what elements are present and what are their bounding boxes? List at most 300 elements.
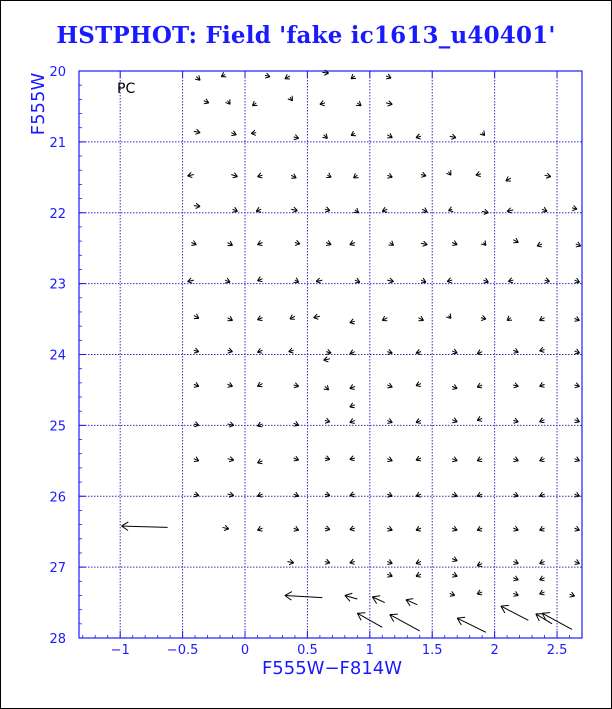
vector-head bbox=[477, 387, 482, 388]
vector-head bbox=[194, 352, 199, 353]
bias-vector bbox=[387, 457, 392, 462]
vector-head bbox=[508, 281, 513, 282]
x-tick-label: 2 bbox=[490, 643, 499, 658]
bias-vector bbox=[406, 599, 417, 606]
bias-vector bbox=[545, 278, 550, 283]
vector-head bbox=[325, 422, 330, 423]
vector-head bbox=[570, 596, 575, 597]
vector-head bbox=[325, 211, 330, 212]
vector-head bbox=[452, 353, 457, 354]
bias-vector bbox=[294, 383, 299, 388]
bias-vector bbox=[257, 459, 262, 464]
bias-vector bbox=[416, 456, 421, 461]
bias-vector bbox=[194, 314, 199, 319]
vector-head bbox=[546, 177, 551, 179]
bias-vector bbox=[291, 207, 297, 212]
bias-vector bbox=[257, 277, 262, 282]
vector-head bbox=[452, 461, 457, 462]
bias-vector bbox=[545, 173, 551, 178]
bias-vector bbox=[350, 559, 355, 564]
bias-vector bbox=[257, 241, 262, 246]
bias-vector bbox=[480, 131, 485, 136]
vector-head bbox=[231, 135, 236, 136]
bias-vector bbox=[416, 418, 421, 423]
vector-head bbox=[540, 422, 545, 423]
bias-vector bbox=[351, 131, 356, 136]
vector-head bbox=[316, 281, 321, 283]
bias-vector bbox=[446, 313, 451, 318]
chart-title: HSTPHOT: Field 'fake ic1613_u40401' bbox=[56, 22, 556, 49]
bias-vector bbox=[575, 383, 580, 388]
vector-head bbox=[416, 496, 421, 497]
bias-vector bbox=[452, 557, 457, 562]
vector-head bbox=[224, 529, 229, 531]
bias-vector bbox=[228, 316, 233, 321]
vector-head bbox=[572, 209, 577, 210]
vector-shaft bbox=[390, 615, 420, 631]
x-axis-title: F555W−F814W bbox=[261, 658, 403, 679]
vector-head bbox=[324, 73, 328, 75]
vector-head bbox=[295, 244, 300, 245]
vector-head bbox=[314, 318, 319, 320]
vector-head bbox=[477, 566, 482, 567]
y-tick-label: 22 bbox=[49, 206, 66, 222]
vector-head bbox=[575, 320, 580, 321]
vector-head bbox=[540, 386, 545, 387]
bias-vector bbox=[575, 349, 580, 354]
bias-vector bbox=[513, 238, 518, 243]
bias-vector bbox=[257, 348, 262, 353]
vector-head bbox=[477, 461, 482, 462]
bias-vector bbox=[390, 614, 420, 631]
bias-vector bbox=[350, 418, 355, 423]
bias-vector bbox=[513, 383, 518, 388]
bias-vector bbox=[477, 457, 482, 462]
y-tick-label: 23 bbox=[49, 277, 66, 293]
vector-head bbox=[257, 177, 262, 178]
vector-head bbox=[324, 360, 329, 362]
vector-head bbox=[233, 211, 238, 212]
vector-head bbox=[251, 133, 256, 135]
bias-vector bbox=[326, 349, 331, 354]
vector-head bbox=[387, 423, 392, 424]
vector-head bbox=[542, 211, 547, 212]
vector-head bbox=[416, 530, 421, 531]
vector-head bbox=[233, 177, 238, 178]
vector-head bbox=[452, 245, 457, 246]
bias-vector bbox=[288, 96, 293, 101]
vector-head bbox=[257, 320, 262, 321]
vector-shaft bbox=[285, 595, 322, 597]
vector-head bbox=[477, 594, 482, 595]
vector-head bbox=[476, 175, 481, 176]
vector-head bbox=[540, 496, 545, 497]
bias-vector bbox=[387, 526, 392, 531]
vector-head bbox=[447, 281, 452, 282]
vector-head bbox=[194, 425, 199, 426]
bias-vector bbox=[294, 456, 299, 461]
vector-head bbox=[285, 592, 292, 596]
bias-vector bbox=[536, 614, 552, 624]
vector-head bbox=[204, 103, 209, 104]
bias-vector bbox=[324, 357, 330, 362]
bias-vector bbox=[575, 559, 580, 564]
vector-head bbox=[452, 496, 457, 497]
vector-head bbox=[421, 176, 426, 177]
bias-vector bbox=[572, 205, 577, 210]
bias-vector bbox=[508, 278, 513, 283]
vector-head bbox=[382, 211, 387, 212]
bias-vector bbox=[194, 348, 199, 353]
bias-vector bbox=[452, 526, 457, 531]
x-tick-label: 2.5 bbox=[546, 643, 568, 658]
vector-head bbox=[483, 282, 488, 283]
vector-head bbox=[575, 353, 580, 354]
bias-vector bbox=[257, 526, 262, 531]
bias-vector bbox=[350, 319, 355, 324]
bias-vector bbox=[452, 349, 457, 354]
bias-vector bbox=[540, 559, 545, 564]
vector-head bbox=[542, 613, 550, 614]
bias-vector bbox=[513, 591, 518, 596]
bias-vector bbox=[294, 421, 299, 426]
vector-head bbox=[389, 281, 394, 283]
y-tick-label: 28 bbox=[49, 632, 66, 647]
bias-vector bbox=[387, 383, 392, 388]
bias-vector bbox=[325, 559, 330, 564]
vector-head bbox=[257, 463, 262, 464]
vector-head bbox=[326, 245, 331, 246]
bias-vector bbox=[540, 382, 545, 387]
bias-vector bbox=[576, 242, 581, 247]
bias-vector bbox=[294, 135, 299, 140]
vector-head bbox=[294, 138, 299, 139]
bias-vector bbox=[233, 207, 238, 212]
vector-head bbox=[294, 496, 299, 497]
vector-head bbox=[452, 530, 457, 531]
vector-head bbox=[537, 246, 542, 247]
bias-vector bbox=[575, 278, 580, 283]
bias-vector bbox=[450, 591, 455, 596]
bias-vector bbox=[265, 73, 270, 78]
vector-head bbox=[228, 352, 233, 353]
vector-head bbox=[513, 580, 518, 581]
bias-vector bbox=[257, 316, 262, 321]
bias-vector bbox=[350, 492, 355, 497]
bias-vector bbox=[188, 172, 194, 177]
bias-vector bbox=[231, 131, 236, 136]
vector-head bbox=[257, 530, 262, 531]
bias-vector bbox=[416, 382, 421, 387]
vector-head bbox=[320, 104, 325, 105]
bias-vector bbox=[416, 572, 421, 577]
bias-vector bbox=[256, 207, 261, 212]
vector-head bbox=[416, 564, 421, 565]
vector-head bbox=[188, 281, 193, 283]
vector-head bbox=[345, 593, 352, 595]
bias-vector bbox=[294, 526, 299, 531]
bias-vector bbox=[507, 208, 513, 213]
bias-vector bbox=[452, 384, 457, 389]
vector-head bbox=[545, 281, 550, 282]
vector-head bbox=[576, 246, 581, 247]
bias-vector bbox=[194, 422, 199, 427]
bias-vector bbox=[387, 349, 392, 354]
bias-vector bbox=[287, 559, 293, 564]
vector-head bbox=[477, 420, 482, 421]
vector-head bbox=[195, 133, 200, 135]
vector-shaft bbox=[457, 618, 486, 632]
vector-head bbox=[416, 138, 421, 139]
bias-vector bbox=[228, 457, 234, 462]
bias-vector bbox=[506, 176, 511, 181]
bias-vector bbox=[325, 207, 330, 212]
vector-head bbox=[514, 386, 519, 387]
bias-vector bbox=[228, 241, 233, 246]
bias-vector bbox=[387, 133, 392, 138]
bias-vector bbox=[225, 278, 230, 283]
bias-vector bbox=[228, 348, 233, 353]
bias-vector bbox=[421, 278, 426, 283]
vector-head bbox=[325, 530, 330, 531]
vector-head bbox=[452, 422, 457, 423]
vector-head bbox=[387, 461, 392, 462]
bias-vector bbox=[325, 456, 330, 461]
vector-head bbox=[350, 354, 355, 355]
vector-head bbox=[350, 323, 355, 324]
vector-head bbox=[121, 526, 128, 530]
vector-head bbox=[501, 605, 509, 606]
bias-vector bbox=[351, 74, 356, 79]
bias-vector bbox=[386, 101, 392, 106]
vector-head bbox=[452, 389, 457, 390]
vector-head bbox=[350, 459, 355, 460]
bias-vector bbox=[542, 207, 547, 212]
x-tick-label: 1 bbox=[365, 643, 374, 658]
bias-vector bbox=[387, 418, 392, 423]
bias-vector bbox=[121, 522, 167, 531]
bias-vector bbox=[477, 416, 482, 421]
bias-vector bbox=[316, 278, 322, 283]
vector-head bbox=[387, 177, 392, 178]
vector-head bbox=[513, 461, 518, 462]
vector-head bbox=[293, 211, 298, 213]
vector-head bbox=[350, 423, 355, 424]
vector-head bbox=[257, 496, 262, 497]
bias-vector bbox=[477, 350, 482, 355]
vector-head bbox=[514, 422, 519, 423]
bias-vector bbox=[540, 316, 545, 321]
panel-label: PC bbox=[117, 81, 136, 97]
bias-vector bbox=[350, 350, 355, 355]
vector-head bbox=[386, 78, 391, 79]
vector-head bbox=[575, 461, 580, 462]
bias-vector bbox=[257, 382, 262, 387]
vector-head bbox=[121, 522, 128, 526]
vector-head bbox=[325, 459, 330, 460]
bias-vector bbox=[372, 596, 384, 604]
bias-vector bbox=[350, 403, 355, 408]
vector-head bbox=[194, 496, 199, 497]
bias-vector bbox=[228, 382, 233, 387]
bias-vector bbox=[345, 593, 357, 601]
bias-vector bbox=[575, 526, 580, 531]
vector-head bbox=[416, 423, 421, 424]
vector-head bbox=[350, 530, 355, 531]
vector-head bbox=[294, 530, 299, 531]
vector-head bbox=[191, 245, 196, 246]
vector-head bbox=[257, 352, 262, 353]
bias-vector bbox=[326, 241, 331, 246]
vector-head bbox=[513, 530, 518, 531]
bias-vector bbox=[482, 209, 488, 214]
bias-vector bbox=[223, 525, 229, 530]
bias-vector bbox=[481, 240, 486, 245]
bias-vector bbox=[225, 99, 230, 104]
vector-head bbox=[257, 245, 262, 246]
vector-head bbox=[477, 354, 482, 355]
bias-vector bbox=[540, 492, 545, 497]
bias-vector bbox=[221, 72, 226, 77]
vector-head bbox=[194, 386, 199, 387]
bias-vector bbox=[326, 173, 331, 178]
vector-head bbox=[540, 580, 545, 581]
vector-head bbox=[325, 563, 330, 564]
vector-head bbox=[450, 595, 455, 596]
bias-vector bbox=[452, 457, 457, 462]
bias-vector bbox=[294, 492, 299, 497]
vector-head bbox=[448, 211, 453, 212]
vector-head bbox=[294, 460, 299, 461]
vector-field bbox=[121, 70, 580, 632]
bias-vector bbox=[457, 617, 486, 632]
bias-vector bbox=[194, 457, 199, 462]
vector-head bbox=[540, 594, 545, 595]
vector-head bbox=[575, 386, 580, 387]
bias-vector bbox=[540, 347, 545, 352]
bias-vector bbox=[228, 422, 234, 427]
bias-vector bbox=[575, 316, 580, 321]
vector-shaft bbox=[501, 606, 528, 620]
bias-vector bbox=[325, 526, 330, 531]
bias-vector bbox=[257, 422, 262, 427]
bias-vector bbox=[540, 590, 545, 595]
vector-head bbox=[350, 496, 355, 497]
bias-vector bbox=[389, 241, 394, 246]
bias-vector bbox=[540, 526, 545, 531]
bias-vector bbox=[507, 316, 512, 321]
x-tick-label: 0.5 bbox=[297, 643, 318, 658]
bias-vector bbox=[382, 316, 387, 321]
bias-vector bbox=[387, 559, 392, 564]
bias-vector bbox=[387, 173, 392, 178]
bias-vector bbox=[477, 526, 482, 531]
bias-vector bbox=[540, 418, 545, 423]
vector-head bbox=[513, 352, 518, 353]
vector-head bbox=[575, 282, 580, 283]
bias-vector bbox=[387, 278, 393, 283]
bias-vector bbox=[204, 99, 209, 104]
bias-vector bbox=[194, 203, 200, 208]
bias-vector bbox=[570, 592, 575, 597]
bias-vector bbox=[350, 526, 355, 531]
bias-vector bbox=[231, 173, 237, 178]
x-tick-label: 0 bbox=[240, 643, 250, 658]
bias-vector bbox=[416, 134, 421, 139]
vector-head bbox=[372, 596, 380, 597]
y-tick-label: 27 bbox=[49, 561, 66, 577]
bias-vector bbox=[501, 605, 528, 620]
bias-vector bbox=[324, 385, 329, 390]
bias-vector bbox=[513, 348, 518, 353]
vector-head bbox=[452, 561, 457, 562]
bias-vector bbox=[188, 278, 194, 283]
bias-vector bbox=[325, 418, 330, 423]
vector-head bbox=[257, 426, 262, 427]
vector-head bbox=[229, 460, 234, 462]
bias-vector bbox=[382, 207, 387, 212]
bias-vector bbox=[540, 576, 545, 581]
bias-vector bbox=[575, 418, 580, 423]
vector-head bbox=[257, 281, 262, 282]
bias-vector bbox=[416, 492, 421, 497]
bias-vector bbox=[450, 134, 456, 139]
vector-head bbox=[294, 386, 299, 387]
bias-vector bbox=[350, 456, 355, 461]
vector-head bbox=[416, 460, 421, 461]
bias-vector bbox=[320, 101, 325, 106]
y-axis-title: F555W bbox=[28, 72, 49, 136]
vector-shaft bbox=[121, 526, 167, 527]
vector-head bbox=[350, 563, 355, 564]
bias-vector bbox=[422, 208, 427, 213]
bias-vector bbox=[452, 492, 457, 497]
bias-vector bbox=[416, 559, 421, 564]
vector-head bbox=[188, 176, 193, 178]
grid-lines bbox=[79, 71, 582, 638]
vector-head bbox=[350, 407, 355, 408]
bias-vector bbox=[387, 572, 392, 577]
bias-vector bbox=[354, 173, 359, 178]
bias-vector bbox=[194, 129, 200, 134]
bias-vector bbox=[194, 492, 199, 497]
vector-head bbox=[575, 564, 580, 565]
bias-vector bbox=[356, 101, 361, 106]
bias-vector bbox=[285, 592, 322, 601]
vector-head bbox=[326, 353, 331, 354]
vector-head bbox=[540, 461, 545, 462]
y-tick-label: 25 bbox=[49, 419, 66, 435]
bias-vector bbox=[285, 74, 290, 79]
bias-vector bbox=[355, 278, 360, 283]
vector-head bbox=[350, 245, 355, 246]
x-tick-label: 1.5 bbox=[421, 643, 443, 658]
vector-head bbox=[387, 564, 392, 565]
bias-vector bbox=[452, 241, 457, 246]
y-tick-label: 26 bbox=[49, 490, 66, 506]
vector-head bbox=[388, 104, 393, 106]
bias-vector bbox=[251, 130, 256, 135]
bias-vector bbox=[191, 241, 196, 246]
bias-vector bbox=[540, 457, 545, 462]
bias-vector bbox=[476, 171, 481, 176]
vector-head bbox=[421, 282, 426, 283]
bias-vector bbox=[513, 457, 518, 462]
bias-vector bbox=[194, 382, 199, 387]
bias-vector bbox=[448, 207, 453, 212]
bias-vector bbox=[416, 526, 421, 531]
bias-vector bbox=[447, 278, 452, 283]
